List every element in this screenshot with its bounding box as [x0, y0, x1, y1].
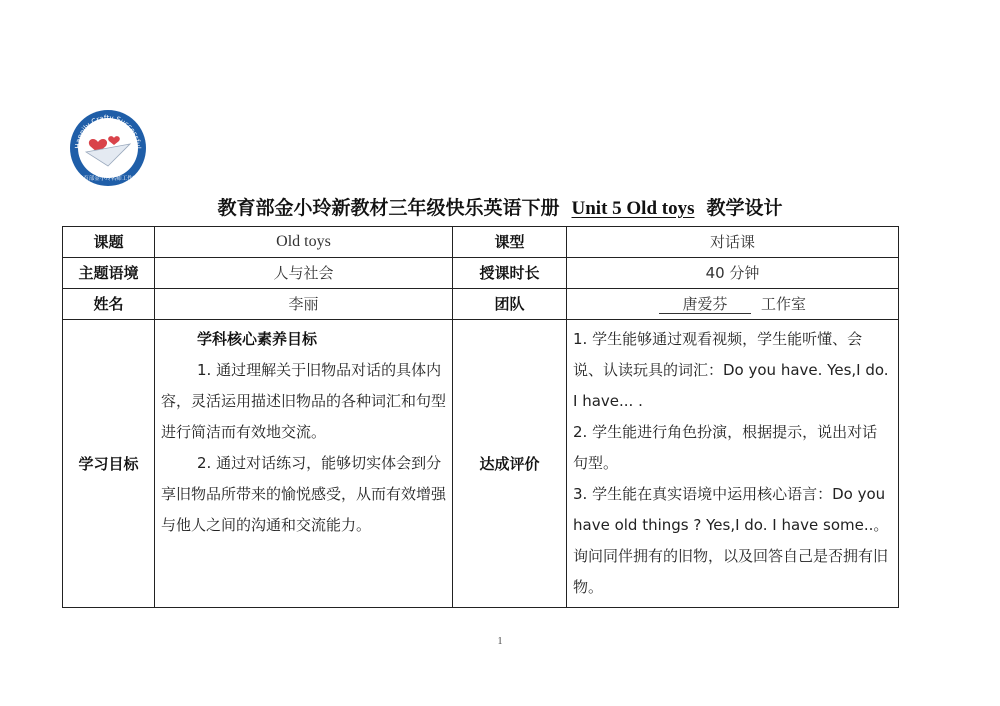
table-row [63, 258, 899, 289]
team-name: 唐爱芬 [659, 295, 751, 314]
table-row [63, 289, 899, 320]
title-suffix: 教学设计 [706, 197, 783, 219]
label-lesson-type: 课型 [453, 227, 567, 258]
logo-ring-text: Happily Crafty Successful [73, 113, 143, 149]
value-lesson-type: 对话课 [567, 227, 899, 258]
table-row [63, 320, 899, 608]
eval-2: 2. 学生能进行角色扮演，根据提示，说出对话句型。 [573, 423, 878, 472]
label-name: 姓名 [63, 289, 155, 320]
eval-1: 1. 学生能够通过观看视频，学生能听懂、会说、认读玩具的词汇：Do you have. Yes,I do. I have... . [573, 330, 889, 410]
title-prefix: 教育部金小玲新教材三年级快乐英语下册 [217, 197, 560, 219]
label-team: 团队 [453, 289, 567, 320]
title-unit: Unit 5 Old toys [571, 198, 695, 219]
label-learning-goals: 学习目标 [63, 320, 155, 608]
workshop-logo [68, 108, 148, 188]
eval-3: 3. 学生能在真实语境中运用核心语言：Do you have old things ? Yes,I do. I have some..。询问同伴拥有的旧物，以及回答自己是否拥有旧物。 [573, 485, 889, 596]
value-duration: 40 分钟 [567, 258, 899, 289]
lesson-plan-table [62, 226, 899, 608]
goals-heading: 学科核心素养目标 [197, 330, 318, 348]
goal-1: 1. 通过理解关于旧物品对话的具体内容，灵活运用描述旧物品的各种词汇和句型进行简洁而有效地交流。 [161, 361, 447, 441]
team-suffix: 工作室 [760, 294, 806, 313]
goal-1-wrap [161, 355, 446, 448]
table-row [63, 227, 899, 258]
page-number: 1 [497, 636, 503, 647]
logo-bottom-text: 教育部金小玲名师工作室 [77, 176, 139, 182]
label-topic: 课题 [63, 227, 155, 258]
value-theme-context: 人与社会 [155, 258, 453, 289]
value-evaluation [567, 320, 899, 608]
value-learning-goals [155, 320, 453, 608]
label-theme-context: 主题语境 [63, 258, 155, 289]
value-name: 李丽 [155, 289, 453, 320]
label-evaluation: 达成评价 [453, 320, 567, 608]
goal-2-wrap [161, 448, 446, 541]
value-team [567, 289, 899, 320]
label-duration: 授课时长 [453, 258, 567, 289]
document-title [0, 193, 1000, 220]
value-topic: Old toys [155, 227, 453, 258]
goal-2: 2. 通过对话练习，能够切实体会到分享旧物品所带来的愉悦感受，从而有效增强与他人之间的沟通和交流能力。 [161, 454, 447, 534]
